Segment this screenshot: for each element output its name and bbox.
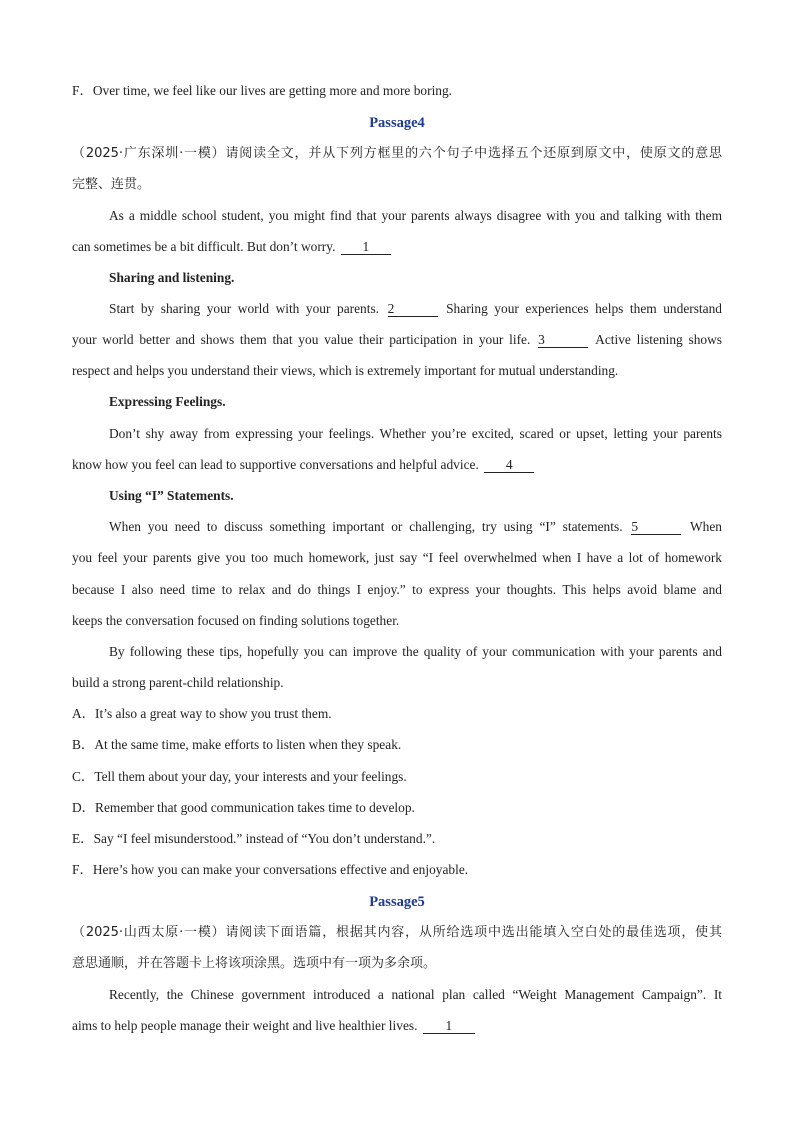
- option-c: C．Tell them about your day, your interests and your feelings.: [72, 769, 407, 784]
- p4-para2-line3: respect and helps you understand their views, which is extremely important for mutual understanding.: [72, 363, 619, 378]
- blank-5: 5: [631, 519, 681, 535]
- option-d: D．Remember that good communication takes time to develop.: [72, 800, 415, 815]
- p4-para2-text-b: Sharing your experiences helps them understand: [446, 301, 722, 316]
- heading-sharing: Sharing and listening.: [109, 270, 235, 285]
- p4-para1-line1: As a middle school student, you might find that your parents always disagree with you and talking with them: [109, 208, 722, 223]
- p4-para2-line2: [72, 330, 722, 350]
- passage4-title: Passage4: [369, 115, 425, 131]
- p5-blank-1: 1: [423, 1018, 475, 1034]
- p4-para2-text-a: Start by sharing your world with your parents.: [109, 301, 380, 316]
- option-b: B．At the same time, make efforts to listen when they speak.: [72, 737, 402, 752]
- p4-para4-text-a: When you need to discuss something important or challenging, try using “I” statements.: [109, 519, 623, 534]
- p4-para4-text-b: When: [690, 519, 722, 534]
- p4-para4-line1: [109, 517, 722, 537]
- p4-para3-line1: Don’t shy away from expressing your feelings. Whether you’re excited, scared or upset, letting your parents: [109, 426, 722, 441]
- p4-para1-text: can sometimes be a bit difficult. But don’t worry.: [72, 239, 336, 254]
- passage5-source-cont: 意思通顺，并在答题卡上将该项涂黑。选项中有一项为多余项。: [72, 956, 437, 971]
- p4-para5-line1: By following these tips, hopefully you can improve the quality of your communication with your parents and: [109, 644, 722, 659]
- p4-para3-text: know how you feel can lead to supportive conversations and helpful advice.: [72, 457, 479, 472]
- blank-3: 3: [538, 332, 588, 348]
- p4-para2-line1: [109, 299, 722, 319]
- p5-para1-line1: Recently, the Chinese government introduced a national plan called “Weight Management Campaign”. It: [109, 987, 722, 1002]
- p4-para4-line2: you feel your parents give you too much homework, just say “I feel overwhelmed when I have a lot of homework: [72, 550, 722, 565]
- option-f-previous: F．Over time, we feel like our lives are getting more and more boring.: [72, 83, 453, 98]
- option-a: A．It’s also a great way to show you trust them.: [72, 706, 332, 721]
- passage5-title: Passage5: [369, 894, 425, 910]
- p4-para4-line3: because I also need time to relax and do things I enjoy.” to express your thoughts. This helps avoid blame and: [72, 582, 722, 597]
- p4-para1-line2: [72, 237, 722, 257]
- p4-para2-text-d: Active listening shows: [595, 332, 723, 347]
- option-e: E．Say “I feel misunderstood.” instead of “You don’t understand.”.: [72, 831, 436, 846]
- blank-4: 4: [484, 457, 534, 473]
- passage4-source-cont: 完整、连贯。: [72, 177, 151, 192]
- heading-i-statements: Using “I” Statements.: [109, 488, 234, 503]
- p5-para1-line2: [72, 1016, 722, 1036]
- p4-para5-line2: build a strong parent-child relationship.: [72, 675, 284, 690]
- passage4-source: （2025·广东深圳·一模）请阅读全文，并从下列方框里的六个句子中选择五个还原到原文中，使原文的意思: [72, 146, 722, 161]
- p4-para2-text-c: your world better and shows them that you value their participation in your life.: [72, 332, 531, 347]
- passage5-source: （2025·山西太原·一模）请阅读下面语篇，根据其内容，从所给选项中选出能填入空白处的最佳选项，使其: [72, 925, 722, 940]
- blank-2: 2: [388, 301, 438, 317]
- heading-expressing: Expressing Feelings.: [109, 394, 226, 409]
- blank-1: 1: [341, 239, 391, 255]
- option-f: F．Here’s how you can make your conversations effective and enjoyable.: [72, 862, 469, 877]
- p5-para1-text: aims to help people manage their weight and live healthier lives.: [72, 1018, 418, 1033]
- p4-para4-line4: keeps the conversation focused on finding solutions together.: [72, 613, 400, 628]
- p4-para3-line2: [72, 455, 722, 475]
